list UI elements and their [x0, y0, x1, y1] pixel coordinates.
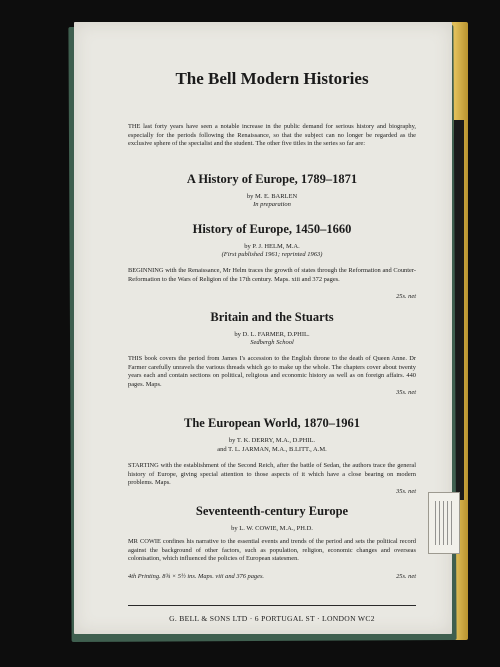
series-title: The Bell Modern Histories	[175, 69, 369, 88]
book-title-2: History of Europe, 1450–1660	[192, 222, 352, 236]
book-description-3: THIS book covers the period from James I's accession to the English throne to the death of Queen Anne. Dr Farmer carefully unravels the various threads which go to make up the whole. The chapters cover about twenty years each and contain sections on political, religious and economic history as well as on foreign affairs. 440 pages. Maps.	[128, 355, 416, 388]
book-price-5: 25s. net	[396, 573, 416, 580]
book-author-1: by M. E. BARLEN	[246, 193, 298, 200]
publisher-footer: G. BELL & SONS LTD · 6 PORTUGAL ST · LONDON WC2	[169, 614, 375, 623]
book-price-2: 25s. net	[396, 293, 416, 300]
book-extra-5: 4th Printing. 8¾ × 5½ ins. Maps. viii and 376 pages.	[128, 573, 265, 580]
book-author-2: by P. J. HELM, M.A.	[244, 243, 300, 250]
book-author-5: by L. W. COWIE, M.A., PH.D.	[231, 525, 313, 532]
footer-divider	[128, 605, 416, 606]
book-title-5: Seventeenth-century Europe	[195, 504, 349, 518]
series-intro: THE last forty years have seen a notable increase in the public demand for serious history and biography, especially for the periods following the Renaissance, so that the subject can no longer be regarded as the exclusive sphere of the specialist and the student. The other five titles in the series so far are:	[128, 123, 416, 148]
book-title-4: The European World, 1870–1961	[184, 416, 360, 430]
book-note-1: In preparation	[253, 201, 291, 208]
dust-jacket-back	[74, 22, 452, 634]
book-title-1: A History of Europe, 1789–1871	[186, 172, 358, 186]
book-author2-4: and T. L. JARMAN, M.A., B.LITT., A.M.	[217, 446, 327, 453]
book-description-5: MR COWIE confines his narrative to the essential events and trends of the period and sets the political record against the background of other factors, such as population, religion, economic changes and overseas colonisation, which influenced the policies of European statesmen.	[128, 538, 416, 563]
book-price-4: 35s. net	[396, 488, 416, 495]
book-price-3: 35s. net	[396, 389, 416, 396]
library-barcode-sticker	[428, 492, 460, 554]
book-author-4: by T. K. DERRY, M.A., D.PHIL.	[228, 437, 316, 444]
book-title-3: Britain and the Stuarts	[210, 310, 334, 324]
book-author-3: by D. L. FARMER, D.PHIL.	[234, 331, 310, 338]
book-note-2: (First published 1961; reprinted 1963)	[221, 251, 323, 258]
book-description-2: BEGINNING with the Renaissance, Mr Helm traces the growth of states through the Reformation and Counter-Reformation to the Wars of Religion of the 17th century. Maps. xiii and 372 pages.	[128, 267, 416, 283]
barcode-lines	[435, 501, 453, 545]
book-description-4: STARTING with the establishment of the Second Reich, after the battle of Sedan, the authors trace the general history of Europe, giving special attention to those aspects of it which have a close bearing on modern problems. Maps.	[128, 462, 416, 487]
book-note-3: Sedbergh School	[250, 339, 294, 346]
